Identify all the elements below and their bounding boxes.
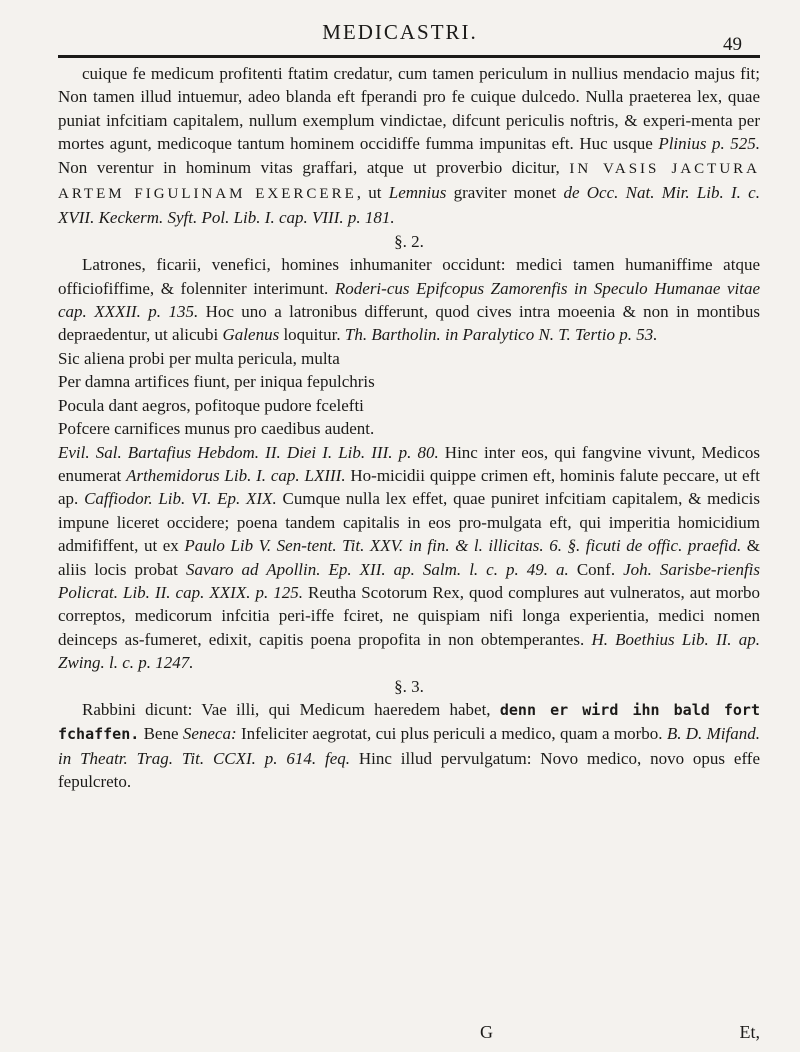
section-number: §. 3.	[394, 676, 424, 696]
verse-line: Pofcere carnifices munus pro caedibus audent.	[58, 419, 375, 439]
text-run: & aliis locis probat	[58, 536, 760, 579]
citation: Arthemidorus Lib. I. cap. LXIII.	[126, 465, 346, 485]
citation: Th. Bartholin. in Paralytico N. T. Tertio p. 53.	[344, 325, 658, 345]
text-run: Hinc inter eos, qui fangvine vivunt, Medicos enumerat	[58, 442, 760, 485]
paragraph	[58, 253, 760, 347]
citation: Roderi-cus Epifcopus Zamorenfis in Speculo Humanae vitae cap. XXXII. p. 135.	[58, 278, 760, 322]
running-head: MEDICASTRI.	[322, 20, 478, 44]
verse-line: Per damna artifices fiunt, per iniqua fepulchris	[58, 372, 375, 392]
text-run: Rabbini dicunt: Vae illi, qui Medicum haeredem habet,	[82, 699, 500, 719]
verse-block	[58, 347, 760, 441]
citation: Joh. Sarisbe-rienfis Policrat. Lib. II. cap. XXIX. p. 125.	[58, 559, 761, 602]
text-run: Reutha Scotorum Rex, quod complures aut vulneratos, aut morbo correptos, medicorum infcitia peri-iffe fciret, ne quispiam nifi longa experientia, medici nomen deinceps as-fumeret, edixit, capitis poena propofita in non obtemperantes.	[58, 582, 760, 649]
page-number: 49	[723, 34, 742, 55]
text-run: loquitur.	[279, 325, 345, 345]
body-text	[58, 62, 760, 794]
verse-line: Sic aliena probi per multa pericula, multa	[58, 348, 340, 368]
signature-mark: G	[480, 1022, 493, 1042]
verse-line: Pocula dant aegros, pofitoque pudore fcelefti	[58, 395, 364, 415]
german-quote: denn er wird ihn bald fort fchaffen.	[58, 700, 760, 744]
citation: Plinius p. 525.	[658, 134, 760, 154]
text-run: Hoc uno a latronibus differunt, quod cives intra moeenia & non in montibus depraedentur, ut alicubi	[58, 302, 760, 345]
citation: Galenus	[222, 325, 280, 345]
citation: Lemnius	[388, 183, 447, 203]
text-run: Latrones, ficarii, venefici, homines inhumaniter occidunt: medici tamen humaniffime atque officiofiffime, & folenniter interimunt.	[58, 255, 760, 298]
proverb: IN VASIS JACTURA ARTEM FIGULINAM EXERCERE	[58, 160, 760, 203]
text-run: , ut	[356, 183, 389, 203]
page-header	[40, 14, 760, 55]
header-rule	[58, 55, 760, 58]
citation: Savaro ad Apollin. Ep. XII. ap. Salm. l. c. p. 49. a.	[185, 559, 569, 579]
citation: H. Boethius Lib. II. ap. Zwing. l. c. p. 1247.	[58, 629, 760, 673]
citation: Evil. Sal. Bartafius Hebdom. II. Diei I. Lib. III. p. 80.	[58, 442, 439, 462]
text-run: Non verentur in hominum vitas graffari, atque ut proverbio dicitur,	[58, 157, 570, 177]
text-run: cuique fe medicum profitenti ftatim credatur, cum tamen periculum in nullius mendacio majus fit; Non tamen illud intuemur, adeo blanda eft fperandi pro fe cuique dulcedo. Nulla praeterea lex, quae puniat infcitiam capitalem, nullum exemplum vindictae, difcunt periculis noftris, & experi-menta per mortes agunt, medicoque tantum hominem occidiffe fumma impunitas eft. Huc usque	[58, 64, 760, 154]
text-run: Conf.	[568, 559, 624, 579]
section-number: §. 2.	[394, 231, 424, 251]
text-run: Hinc illud pervulgatum: Novo medico, novo opus effe fepulcreto.	[58, 748, 761, 792]
text-run: Ho-micidii quippe crimen eft, hominis falute peccare, ut eft ap.	[58, 465, 760, 509]
citation: Paulo Lib V. Sen-tent. Tit. XXV. in fin. & l. illicitas. 6. §. ficuti de offic. praefid.	[184, 536, 742, 556]
text-run: Infeliciter aegrotat, cui plus periculi a medico, quam a morbo.	[236, 724, 667, 744]
catchword: Et,	[739, 1022, 760, 1042]
citation: Seneca:	[182, 724, 237, 744]
text-run: Bene	[139, 724, 183, 744]
citation: B. D. Mifand. in Theatr. Trag. Tit. CCXI. p. 614. feq.	[58, 724, 760, 768]
paragraph	[58, 441, 760, 675]
text-run: Cumque nulla lex effet, quae puniret infcitiam capitalem, & medicis impune liceret occidere; poena tandem capitalis in eos pro-mulgata eft, qui imperitia homicidium admififfent, ut ex	[58, 489, 761, 556]
citation: de Occ. Nat. Mir. Lib. I. c. XVII. Keckerm. Syft. Pol. Lib. I. cap. VIII. p. 181.	[58, 183, 760, 228]
paragraph	[58, 62, 760, 230]
citation: Caffiodor. Lib. VI. Ep. XIX.	[84, 489, 277, 509]
paragraph	[58, 698, 760, 794]
text-run: graviter monet	[446, 183, 564, 203]
